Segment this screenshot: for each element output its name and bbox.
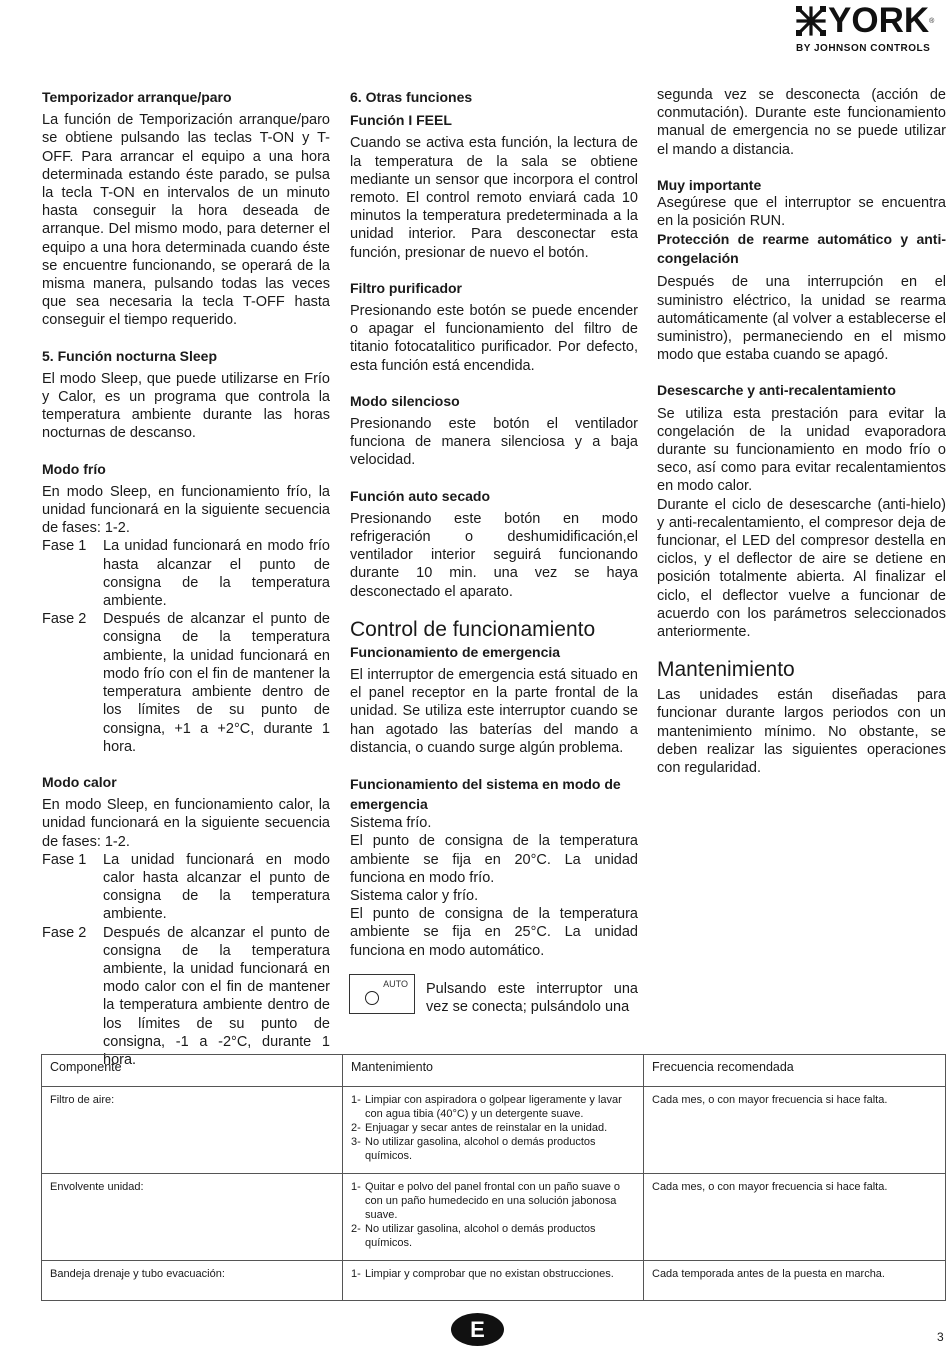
frequency-cell: Cada mes, o con mayor frecuencia si hace falta. <box>644 1087 946 1174</box>
item-number: 2- <box>351 1223 361 1235</box>
column-2 <box>350 86 638 960</box>
column-1 <box>42 86 330 1069</box>
paragraph: El interruptor de emergencia está situado en el panel receptor en la parte frontal de la unidad. Se utiliza este interruptor cuando se han agotado las baterías del mando a distancia, o cuando surge algún problema. <box>350 667 638 756</box>
item-text: Enjuagar y secar antes de reinstalar en la unidad. <box>365 1122 608 1134</box>
paragraph: Las unidades están diseñadas para funcionar durante largos periodos con un mantenimiento mínimo. No obstante, se deben realizar las siguientes operaciones con regularidad. <box>657 687 946 777</box>
table-row <box>42 1261 946 1301</box>
paragraph: Presionando este botón en modo refrigeración o deshumidificación,el ventilador interior seguirá funcionando durante 10 min. una vez se haya desconectado el aparato. <box>350 510 638 600</box>
column-3 <box>657 86 946 777</box>
subsection-title: Modo silencioso <box>350 392 460 409</box>
subsection-title: Función I FEEL <box>350 112 452 129</box>
chapter-title: Control de funcionamiento <box>350 617 596 641</box>
paragraph: El modo Sleep, que puede utilizarse en Frío y Calor, es un programa que controla la temperatura ambiente durante las horas nocturnas de descanso. <box>42 370 330 442</box>
component-cell: Bandeja drenaje y tubo evacuación: <box>42 1261 343 1301</box>
subsection-title: Muy importante <box>657 176 762 193</box>
paragraph: Asegúrese que el interruptor se encuentra en la posición RUN. <box>657 195 946 230</box>
maintenance-cell <box>343 1174 644 1261</box>
paragraph: Presionando este botón el ventilador funciona de manera silenciosa y a baja velocidad. <box>350 416 638 469</box>
paragraph: En modo Sleep, en funcionamiento calor, la unidad funcionará en la siguiente secuencia de fases: 1-2. <box>42 797 330 850</box>
item-number: 1- <box>351 1094 361 1106</box>
phase-label: Fase 1 <box>42 851 87 868</box>
item-text: Limpiar y comprobar que no existan obstrucciones. <box>365 1268 614 1280</box>
brand-subtitle: BY JOHNSON CONTROLS <box>796 43 931 54</box>
column-header: Mantenimiento <box>343 1055 644 1087</box>
section-title: Modo frío <box>42 460 106 477</box>
paragraph: Durante el ciclo de desescarche (anti-hielo) y anti-recalentamiento, el compresor deja de funcionar, el LED del compresor destella en ciclos, y el deflector de aire se detiene en posición totalmente abierta. Al finalizar el ciclo, el deflector vuelve a funcionar de acuerdo con los parámetros seleccionados anteriormente. <box>657 496 946 641</box>
item-number: 2- <box>351 1122 361 1134</box>
phase-item <box>42 537 330 610</box>
paragraph: segunda vez se desconecta (acción de conmutación). Durante este funcionamiento manual de emergencia no se puede utilizar el mando a distancia. <box>657 87 946 158</box>
language-badge: E <box>451 1313 504 1346</box>
phase-label: Fase 1 <box>42 538 87 555</box>
table-header-row <box>42 1055 946 1087</box>
maintenance-table <box>41 1054 946 1301</box>
snowflake-icon <box>796 6 826 36</box>
paragraph: Después de una interrupción en el suministro eléctrico, la unidad se rearma automáticamente (al volver a establecerse el suministro), permaneciendo en el mismo modo que estaba cuando se apagó. <box>657 274 946 364</box>
subsection-title: Funcionamiento de emergencia <box>350 643 561 660</box>
phase-label: Fase 2 <box>42 611 87 628</box>
button-circle-icon <box>365 991 379 1005</box>
maintenance-cell <box>343 1087 644 1174</box>
phase-item <box>42 851 330 924</box>
paragraph: El punto de consigna de la temperatura ambiente se fija en 25°C. La unidad funciona en modo automático. <box>350 906 638 959</box>
item-number: 1- <box>351 1268 361 1280</box>
subsection-title: Funcionamiento del sistema en modo de emergencia <box>350 776 621 813</box>
paragraph: Sistema calor y frío. <box>350 887 479 904</box>
item-text: Quitar e polvo del panel frontal con un paño suave o con un paño humedecido en una solución jabonosa suave. <box>365 1181 621 1221</box>
item-number: 3- <box>351 1136 361 1148</box>
maintenance-cell <box>343 1261 644 1301</box>
column-header: Componente <box>42 1055 343 1087</box>
page-number: 3 <box>937 1330 944 1344</box>
subsection-title: Función auto secado <box>350 487 491 504</box>
paragraph: Sistema frío. <box>350 815 432 832</box>
subsection-title: Filtro purificador <box>350 279 462 296</box>
item-text: No utilizar gasolina, alcohol o demás productos químicos. <box>365 1136 596 1162</box>
auto-button-text: Pulsando este interruptor una vez se conecta; pulsándolo una <box>426 981 638 1016</box>
phase-text: Después de alcanzar el punto de consigna de la temperatura ambiente, la unidad funcionará en modo frío con el fin de mantener la temperatura ambiente dentro de los límites de su punto de consigna, +1 a +2°C, durante 1 hora. <box>103 611 330 755</box>
table-row <box>42 1087 946 1174</box>
paragraph: El punto de consigna de la temperatura ambiente se fija en 20°C. La unidad funciona en modo frío. <box>350 833 638 886</box>
subsection-title: Desescarche y anti-recalentamiento <box>657 382 896 399</box>
chapter-title: Mantenimiento <box>657 658 795 682</box>
phase-text: La unidad funcionará en modo calor hasta alcanzar el punto de consigna de la temperatura ambiente. <box>103 851 330 923</box>
section-title: 6. Otras funciones <box>350 89 473 105</box>
paragraph: Se utiliza esta prestación para evitar la congelación de la unidad evaporadora durante su funcionamiento en modo frío o seco, así como para evitar recalentamientos en modo calor. <box>657 405 946 495</box>
phase-text: La unidad funcionará en modo frío hasta alcanzar el punto de consigna de la temperatura ambiente. <box>103 538 330 610</box>
column-header: Frecuencia recomendada <box>644 1055 946 1087</box>
item-number: 1- <box>351 1181 361 1193</box>
component-cell: Filtro de aire: <box>42 1087 343 1174</box>
phase-item <box>42 924 330 1070</box>
item-text: No utilizar gasolina, alcohol o demás productos químicos. <box>365 1223 596 1249</box>
phase-text: Después de alcanzar el punto de consigna de la temperatura ambiente, la unidad funcionará en modo calor con el fin de mantener la temperatura ambiente dentro de los límites de su punto de consigna, -1 a -2°C, durante 1 hora. <box>103 924 330 1068</box>
phase-label: Fase 2 <box>42 924 87 941</box>
auto-button-illustration <box>349 974 415 1014</box>
frequency-cell: Cada mes, o con mayor frecuencia si hace falta. <box>644 1174 946 1261</box>
paragraph: Presionando este botón se puede encender o apagar el funcionamiento del filtro de titanio fotocatalitico purificador. Por defecto, esta función está encendida. <box>350 303 638 374</box>
brand-name: YORK <box>828 1 930 40</box>
section-title: Modo calor <box>42 773 117 790</box>
phase-item <box>42 610 330 756</box>
subsection-title: Protección de rearme automático y anti-congelación <box>657 231 946 267</box>
paragraph: En modo Sleep, en funcionamiento frío, la unidad funcionará en la siguiente secuencia de fases: 1-2. <box>42 483 330 537</box>
section-title: 5. Función nocturna Sleep <box>42 347 218 364</box>
table-row <box>42 1174 946 1261</box>
paragraph: La función de Temporización arranque/paro se obtiene pulsando las teclas T-ON y T-OFF. Para arrancar el equipo a una hora determinada estando éste parado, se pulsa la tecla T-ON en intervalos de un minuto hasta conseguir la hora deseada de arranque. Del mismo modo, para deterner el equipo a una hora determinada cuando éste se encuentre funcionando, se operará de la misma manera, pulsando todas las veces que sea necesaria la tecla T-OFF hasta conseguir el tiempo requerido. <box>42 112 330 329</box>
paragraph: Cuando se activa esta función, la lectura de la temperatura de la sala se obtiene mediante un sensor que incorpora el control remoto. El control remoto enviará cada 10 minutos la temperatura predeterminada a la unidad interior. Para desconectar esta función, presionar de nuevo el botón. <box>350 135 638 261</box>
auto-label: AUTO <box>383 979 408 989</box>
component-cell: Envolvente unidad: <box>42 1174 343 1261</box>
section-title: Temporizador arranque/paro <box>42 89 232 105</box>
frequency-cell: Cada temporada antes de la puesta en marcha. <box>644 1261 946 1301</box>
york-logo <box>796 3 946 55</box>
item-text: Limpiar con aspiradora o golpear ligeramente y lavar con agua tibia (40°C) y un detergente suave. <box>365 1094 622 1120</box>
registered-mark: ® <box>929 17 935 25</box>
